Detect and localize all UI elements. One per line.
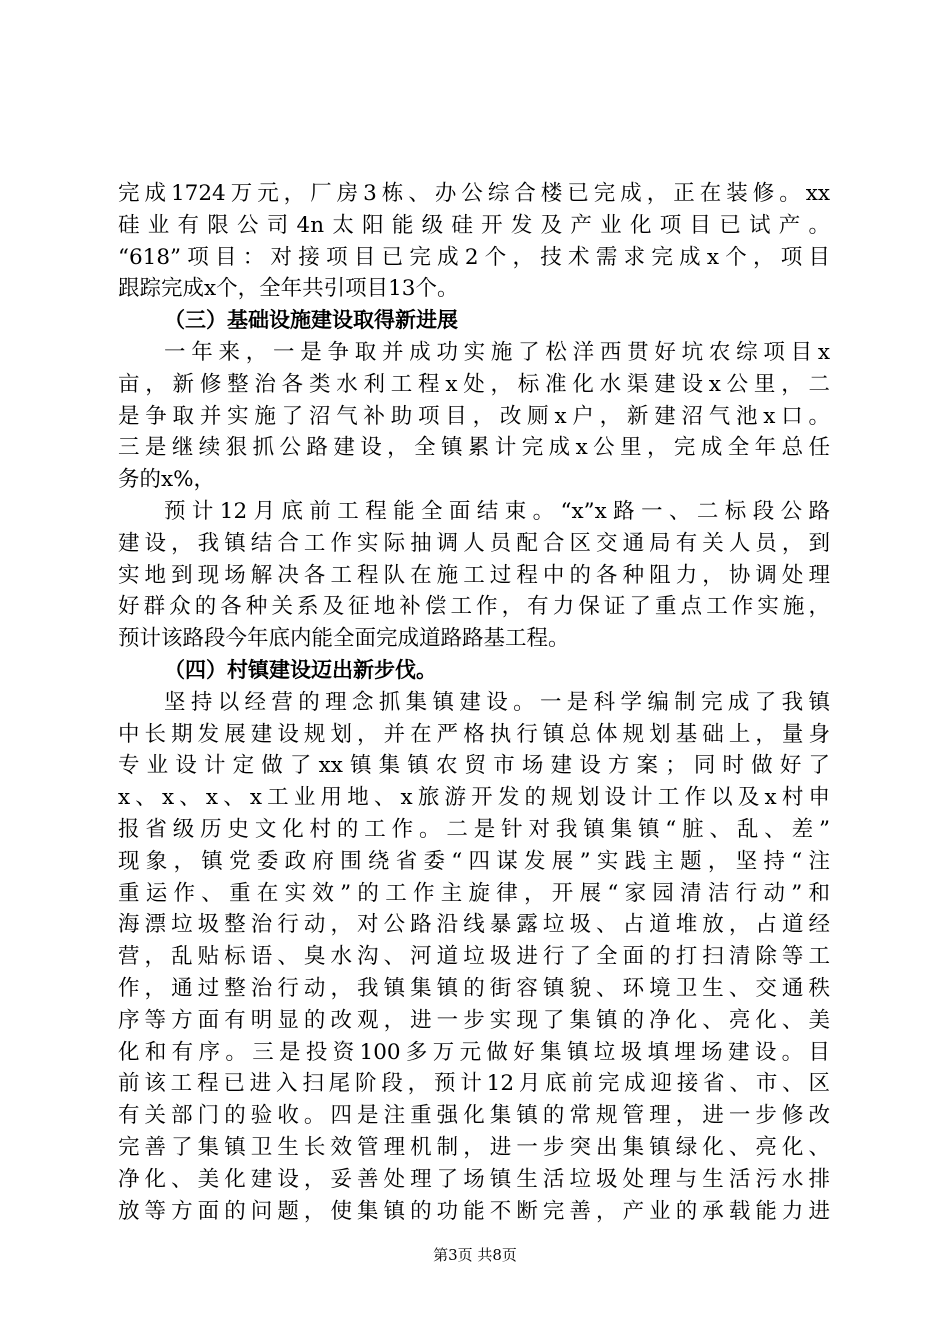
paragraph-line: “618”项目：对接项目已完成2个，技术需求完成x个，项目: [118, 244, 830, 270]
paragraph-line: 中长期发展建设规划，并在严格执行镇总体规划基础上，量身: [118, 721, 830, 747]
paragraph-line: 三是继续狠抓公路建设，全镇累计完成x公里，完成全年总任: [118, 435, 830, 461]
page-footer: 第3页 共8页: [433, 1246, 517, 1264]
paragraph-line: 海漂垃圾整治行动，对公路沿线暴露垃圾、占道堆放，占道经: [118, 912, 830, 938]
section-heading: （四）村镇建设迈出新步伐。: [164, 657, 437, 682]
paragraph-line: x、x、x、x工业用地、x旅游开发的规划设计工作以及x村申: [118, 785, 830, 811]
paragraph-line: 作，通过整治行动，我镇集镇的街容镇貌、环境卫生、交通秩: [118, 975, 830, 1001]
paragraph-line: 坚持以经营的理念抓集镇建设。一是科学编制完成了我镇: [164, 689, 830, 715]
paragraph-line: 放等方面的问题，使集镇的功能不断完善，产业的承载能力进: [118, 1198, 830, 1224]
paragraph-line: 是争取并实施了沼气补助项目，改厕x户，新建沼气池x口。: [118, 403, 830, 429]
paragraph-line: 营，乱贴标语、臭水沟、河道垃圾进行了全面的打扫清除等工: [118, 944, 830, 970]
section-heading: （三）基础设施建设取得新进展: [164, 308, 458, 333]
paragraph-line: 完善了集镇卫生长效管理机制，进一步突出集镇绿化、亮化、: [118, 1134, 830, 1160]
paragraph-line: 硅业有限公司4n太阳能级硅开发及产业化项目已试产。: [118, 212, 830, 238]
paragraph-line: 好群众的各种关系及征地补偿工作，有力保证了重点工作实施，: [118, 594, 830, 620]
paragraph-line: 完成1724万元，厂房3栋、办公综合楼已完成，正在装修。xx: [118, 181, 830, 206]
paragraph-line: 现象，镇党委政府围绕省委“四谋发展”实践主题，坚持“注: [118, 848, 830, 874]
paragraph-line: 报省级历史文化村的工作。二是针对我镇集镇“脏、乱、差”: [118, 816, 830, 842]
paragraph-line: 重运作、重在实效”的工作主旋律，开展“家园清洁行动”和: [118, 880, 830, 906]
paragraph-line: 专业设计定做了xx镇集镇农贸市场建设方案；同时做好了: [118, 753, 830, 779]
paragraph-line: 实地到现场解决各工程队在施工过程中的各种阻力，协调处理: [118, 562, 830, 588]
paragraph-line: 有关部门的验收。四是注重强化集镇的常规管理，进一步修改: [118, 1103, 830, 1129]
paragraph-line: 净化、美化建设，妥善处理了场镇生活垃圾处理与生活污水排: [118, 1166, 830, 1192]
paragraph-line: 一年来，一是争取并成功实施了松洋西贯好坑农综项目x: [164, 339, 830, 365]
paragraph-line: 预计该路段今年底内能全面完成道路路基工程。: [118, 626, 570, 652]
paragraph-line: 亩，新修整治各类水利工程x处，标准化水渠建设x公里，二: [118, 371, 830, 397]
paragraph-line: 务的x%，: [118, 467, 216, 493]
paragraph-line: 建设，我镇结合工作实际抽调人员配合区交通局有关人员，到: [118, 530, 830, 556]
paragraph-line: 前该工程已进入扫尾阶段，预计12月底前完成迎接省、市、区: [118, 1071, 830, 1097]
paragraph-line: 跟踪完成x个，全年共引项目13个。: [118, 276, 459, 302]
paragraph-line: 化和有序。三是投资100多万元做好集镇垃圾填埋场建设。目: [118, 1039, 830, 1065]
paragraph-line: 预计12月底前工程能全面结束。“x”x路一、二标段公路: [164, 498, 830, 524]
paragraph-line: 序等方面有明显的改观，进一步实现了集镇的净化、亮化、美: [118, 1007, 830, 1033]
document-body: [118, 178, 830, 1227]
